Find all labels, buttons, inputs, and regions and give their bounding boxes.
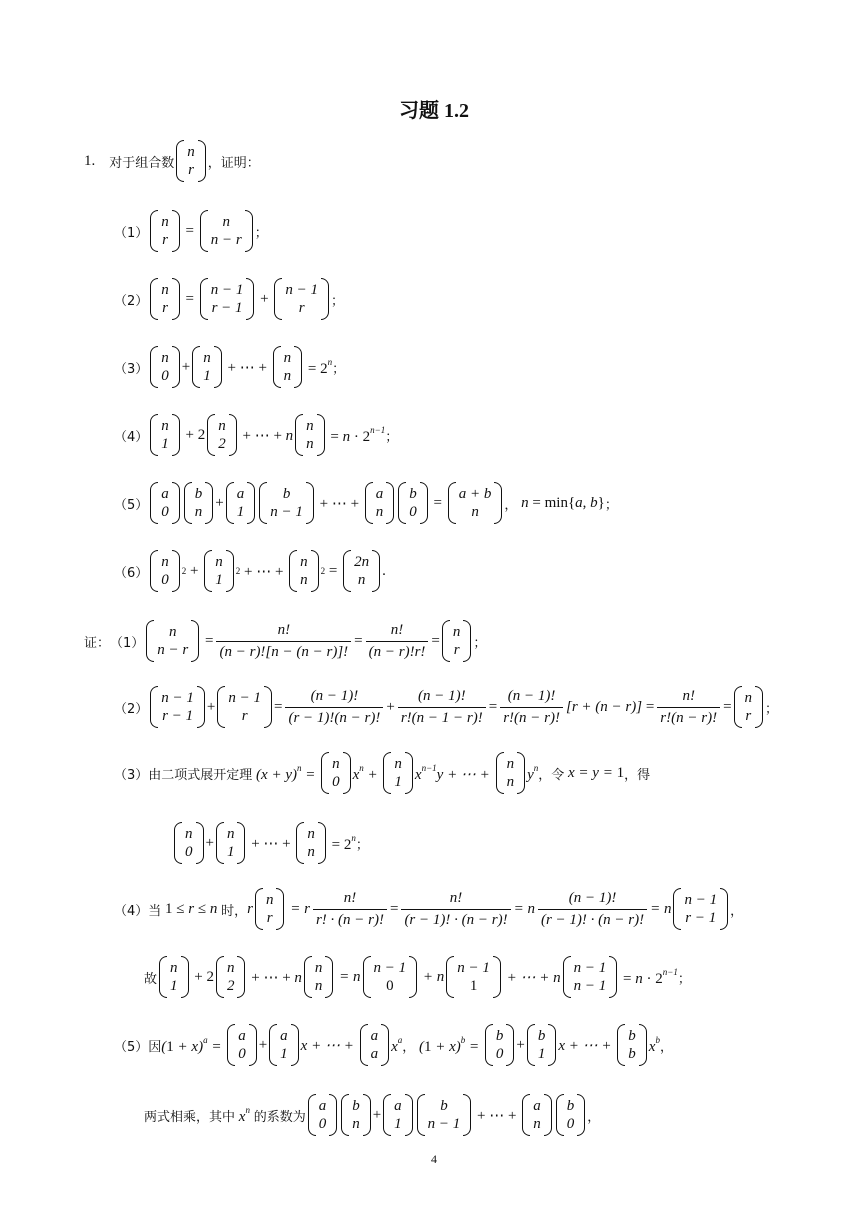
page-number: 4 [431,1152,437,1166]
proof-head: 证： [84,635,111,651]
page-title: 习题 1.2 [399,100,469,122]
problem-intro [84,140,260,182]
proof-label: （2） [114,701,149,717]
proof-3-result: n 0 + n 1 + ⋯ + n n = $2^n$ ； [172,822,369,864]
item-label: （1） [114,225,149,241]
problem-item-6: （6） n 0 2 + n 1 2 + ⋯ + n n 2 = 2n n . [114,550,386,592]
proof-label: （3） [114,767,149,783]
proof-5: （5） 因 $(1 + x)^a$ = a 0 + a 1 x + ⋯ + a a $x^a$ ， $(1 + x)^b$ = b 0 + b 1 x + ⋯ + b b $x^b$ ， [114,1024,673,1066]
item-label: （4） [114,429,149,445]
proof-3: （3） 由二项式展开定理 $(x + y)^n$ = n 0 $x^n$ + n 1 $x^{n-1}y$ + ⋯ + n n $y^n$ ，令 x = y = 1 ，得 [114,752,650,794]
proof-4-conclusion: 故 n 1 + 2 n 2 + ⋯ + n n n = n n − 1 0 + n n − 1 1 + ⋯ + n n − 1 n − 1 = $n \cdot 2^{n-1}$ ； [144,956,691,998]
proof-3-text-3: ，得 [624,767,651,783]
problem-item-4: （4） n 1 + 2 n 2 + ⋯ + n n n = $n \cdot 2^{n-1}$ ； [114,414,398,456]
item-label: （2） [114,293,149,309]
proof-3-text-2: ，令 [538,767,565,783]
proof-4-gu: 故 [144,971,158,987]
item-label: （6） [114,565,149,581]
item-label: （5） [114,497,149,513]
problem-item-2: （2） n r = n − 1 r − 1 + n − 1 r ； [114,278,344,320]
problem-item-5: （5） a 0 b n + a 1 b n − 1 + ⋯ + a n b 0 = a + b n ， n = min{a, b} ； [114,482,618,524]
proof-5-text-1: 两式相乘，其中 [144,1109,236,1125]
proof-1: 证： （1） n n − r = $\frac{n!}{(n - r)![n - (n - r)]!}$ = $\frac{n!}{(n - r)!r!}$ = n r ； [84,620,486,662]
problem-item-1: （1） n r = n n − r ； [114,210,268,252]
proof-3-text-1: 由二项式展开定理 [148,767,253,783]
proof-5-yin: 因 [148,1039,162,1055]
proof-2: （2） n − 1 r − 1 + n − 1 r = $\frac{(n - 1)!}{(r - 1)!(n - r)!}$ + $\frac{(n - 1)!}{r!(n - 1 - r)!}$ = $\frac{(n - 1)!}{r!(n - r)!}$ [r + (n − r)] = $\frac{n!}{r!(n - r)!}$ = n r ； [114,686,778,728]
binom-n-r: n r [176,140,206,182]
proof-4: （4） 当 1 ≤ r ≤ n 时， r n r = r $\frac{n!}{r! \cdot (n - r)!}$ = $\frac{n!}{(r - 1)! \cdot (n - r)!}$ = n $\frac{(n - 1)!}{(r - 1)! \cdot (n - r)!}$ = n n − 1 r − 1 ， [114,888,743,930]
problem-intro-text: 对于组合数 [109,155,175,171]
problem-intro-tail: ，证明： [207,155,260,171]
proof-label: （1） [110,635,145,651]
problem-item-3: （3） n 0 + n 1 + ⋯ + n n = $2^n$ ； [114,346,345,388]
proof-5-comma: ， [402,1039,416,1055]
proof-5-product: 两式相乘，其中 $x^n$ 的系数为 a 0 b n + a 1 b n − 1 + ⋯ + a n b 0 ， [144,1094,600,1136]
proof-label: （5） [114,1039,149,1055]
proof-4-text-1: 当 [148,903,162,919]
problem-number: 1. [84,152,96,169]
proof-label: （4） [114,903,149,919]
item-label: （3） [114,361,149,377]
proof-4-text-2: 时， [221,903,248,919]
proof-5-text-2: 的系数为 [253,1109,306,1125]
